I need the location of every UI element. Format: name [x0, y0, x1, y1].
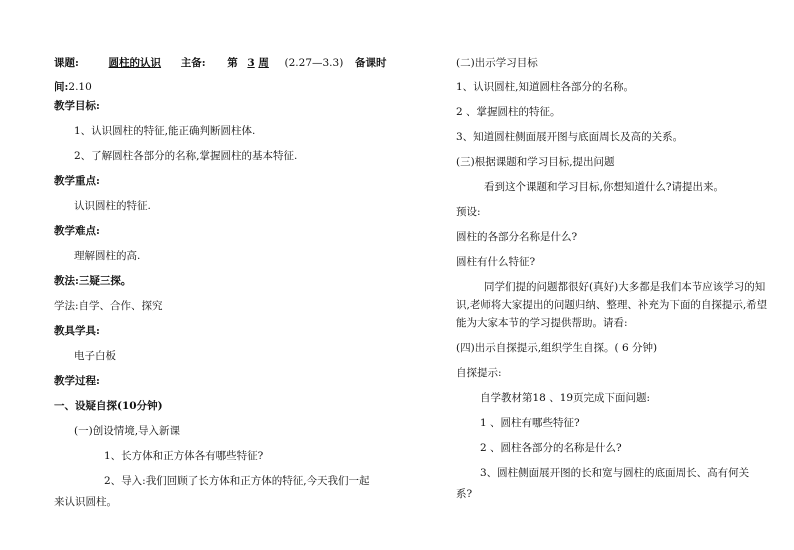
paragraph-line-3: 能为大家本节的学习提供帮助。请看:: [456, 317, 628, 329]
preset-question-2: 圆柱有什么特征?: [456, 256, 536, 268]
key-text: 认识圆柱的特征.: [74, 200, 151, 212]
question-2-line-1: 2、导入:我们回顾了长方体和正方体的特征,今天我们一起: [104, 475, 370, 487]
difficulty-text: 理解圆柱的高.: [74, 250, 141, 262]
sub-heading-2: (二)出示学习目标: [456, 57, 538, 69]
prompt-text: 看到这个课题和学习目标,你想知道什么?请提出来。: [484, 181, 724, 193]
date-range: (2.27—3.3): [284, 57, 344, 69]
week-label: 第: [227, 57, 238, 69]
week-unit: 周: [258, 57, 269, 69]
hint-1: 1 、圆柱有哪些特征?: [480, 417, 580, 429]
process-heading: 教学过程:: [54, 375, 100, 387]
hint-3-line-2: 系?: [456, 488, 473, 500]
sub-heading-4: (四)出示自探提示,组织学生自探。( 6 分钟): [456, 342, 658, 354]
target-2: 2 、掌握圆柱的特征。: [456, 106, 561, 118]
preset-label: 预设:: [456, 206, 481, 218]
goal-1: 1、认识圆柱的特征,能正确判断圆柱体.: [74, 125, 256, 137]
paragraph-line-2: 识,老师将大家提出的问题归纳、整理、补充为下面的自探提示,希望: [456, 299, 768, 311]
goal-2: 2、了解圆柱各部分的名称,掌握圆柱的基本特征.: [74, 150, 298, 162]
question-2-line-2: 来认识圆柱。: [54, 496, 117, 508]
hint-heading: 自探提示:: [456, 367, 502, 379]
goals-heading: 教学目标:: [54, 100, 100, 112]
tools-text: 电子白板: [74, 350, 116, 362]
key-heading: 教学重点:: [54, 175, 100, 187]
preparer-label: 主备:: [180, 57, 206, 69]
topic-value: 圆柱的认识: [108, 57, 162, 69]
learning-method: 学法:自学、合作、探究: [54, 300, 163, 312]
target-1: 1、认识圆柱,知道圆柱各部分的名称。: [456, 81, 635, 93]
teaching-method: 教法:三疑三探。: [54, 275, 132, 287]
prep-time-label: 备课时: [354, 57, 387, 69]
header-line: [54, 56, 386, 70]
prep-time-line: [54, 80, 92, 94]
question-1: 1、长方体和正方体各有哪些特征?: [104, 450, 264, 462]
prep-time-label-2: 间:: [54, 81, 69, 93]
sub-heading-3: (三)根据课题和学习目标,提出问题: [456, 156, 615, 168]
difficulty-heading: 教学难点:: [54, 225, 100, 237]
section-1-heading: 一、设疑自探(10分钟): [54, 400, 163, 412]
paragraph-line-1: 同学们提的问题都很好(真好)大多都是我们本节应该学习的知: [484, 281, 766, 293]
prep-time-value: 2.10: [68, 81, 92, 93]
hint-2: 2 、圆柱各部分的名称是什么?: [480, 442, 622, 454]
sub-heading-1: (一)创设情境,导入新课: [74, 425, 181, 437]
hint-3-line-1: 3、圆柱侧面展开图的长和宽与圆柱的底面周长、高有何关: [480, 467, 750, 479]
preset-question-1: 圆柱的各部分名称是什么?: [456, 231, 578, 243]
tools-heading: 教具学具:: [54, 325, 100, 337]
target-3: 3、知道圆柱侧面展开图与底面周长及高的关系。: [456, 131, 684, 143]
topic-label: 课题:: [54, 57, 79, 69]
week-value: 3: [247, 57, 255, 69]
hint-intro: 自学教材第18 、19页完成下面问题:: [480, 392, 651, 404]
